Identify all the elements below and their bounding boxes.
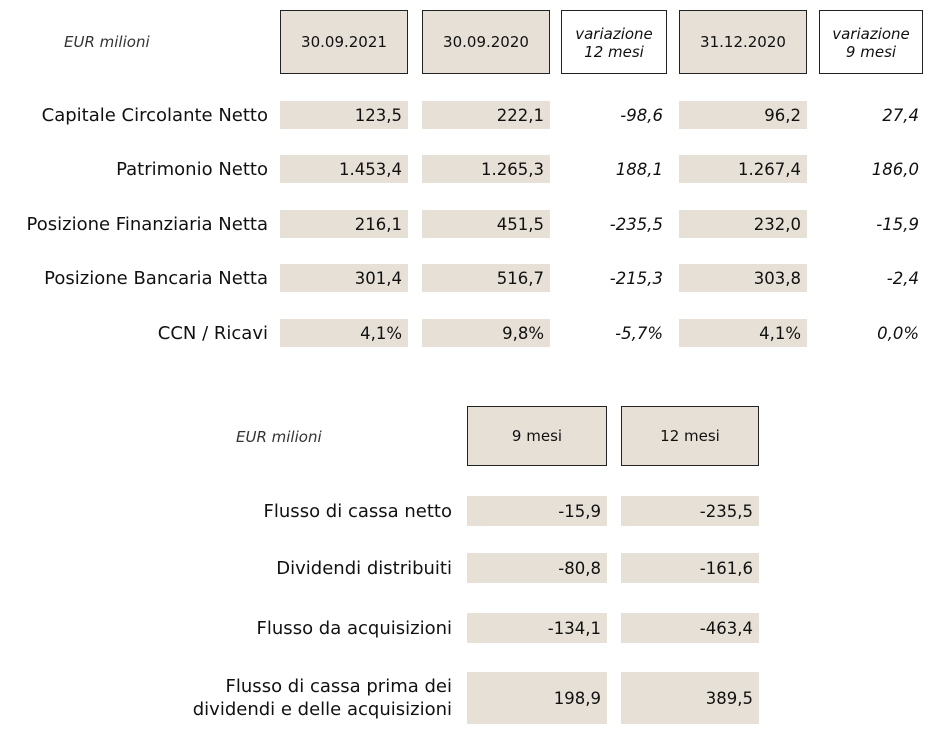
row-label-flusso-di-cassa-netto: Flusso di cassa netto <box>263 500 452 522</box>
cell: 451,5 <box>422 210 550 238</box>
cell: 303,8 <box>679 264 807 292</box>
cell: 389,5 <box>621 672 759 724</box>
cell-variazione-9: 0,0% <box>877 323 919 343</box>
row-label-posizione-bancaria-netta: Posizione Bancaria Netta <box>44 267 268 289</box>
cell: -161,6 <box>621 553 759 583</box>
table2-header-12-mesi: 12 mesi <box>621 406 759 466</box>
cell: 4,1% <box>679 319 807 347</box>
cell-variazione-12: -235,5 <box>609 214 663 234</box>
cell-variazione-12: 188,1 <box>615 159 663 179</box>
cell: -80,8 <box>467 553 607 583</box>
cell-variazione-12: -5,7% <box>615 323 663 343</box>
cell: 96,2 <box>679 101 807 129</box>
cell: 123,5 <box>280 101 408 129</box>
cell-variazione-9: -15,9 <box>876 214 919 234</box>
row-label-ccn-ricavi: CCN / Ricavi <box>157 322 268 344</box>
cell: 9,8% <box>422 319 550 347</box>
cell: 516,7 <box>422 264 550 292</box>
cell: 1.265,3 <box>422 155 550 183</box>
table1-header-30-09-2021: 30.09.2021 <box>280 10 408 74</box>
row-label-capitale-circolante-netto: Capitale Circolante Netto <box>41 104 268 126</box>
row-label-patrimonio-netto: Patrimonio Netto <box>116 158 268 180</box>
row-label-posizione-finanziaria-netta: Posizione Finanziaria Netta <box>26 213 268 235</box>
table1-header-30-09-2020: 30.09.2020 <box>422 10 550 74</box>
header-var12-line2: 12 mesi <box>584 42 644 61</box>
table1-header-31-12-2020: 31.12.2020 <box>679 10 807 74</box>
header-var9-line1: variazione <box>832 24 910 43</box>
header-var9-line2: 9 mesi <box>845 42 897 61</box>
cell: 222,1 <box>422 101 550 129</box>
cell: 1.453,4 <box>280 155 408 183</box>
cell: -463,4 <box>621 613 759 643</box>
cell-variazione-12: -98,6 <box>620 105 663 125</box>
cell: -235,5 <box>621 496 759 526</box>
row-label-line2: dividendi e delle acquisizioni <box>192 699 452 720</box>
row-label-flusso-da-acquisizioni: Flusso da acquisizioni <box>256 617 452 639</box>
cell: 198,9 <box>467 672 607 724</box>
table1-header-variazione-12-mesi <box>561 10 667 74</box>
cell: 301,4 <box>280 264 408 292</box>
cell: -134,1 <box>467 613 607 643</box>
table2-unit-label: EUR milioni <box>236 428 322 446</box>
cell-variazione-9: 27,4 <box>882 105 919 125</box>
row-label-flusso-prima-dividendi-acquisizioni <box>100 672 452 724</box>
table1-header-variazione-9-mesi <box>819 10 923 74</box>
cell: -15,9 <box>467 496 607 526</box>
cell: 216,1 <box>280 210 408 238</box>
table1-unit-label: EUR milioni <box>64 33 150 51</box>
cell-variazione-12: -215,3 <box>609 268 663 288</box>
cell-variazione-9: 186,0 <box>871 159 919 179</box>
cell: 4,1% <box>280 319 408 347</box>
row-label-dividendi-distribuiti: Dividendi distribuiti <box>276 557 452 579</box>
header-var12-line1: variazione <box>575 24 653 43</box>
cell: 1.267,4 <box>679 155 807 183</box>
table2-header-9-mesi: 9 mesi <box>467 406 607 466</box>
cell-variazione-9: -2,4 <box>886 268 919 288</box>
row-label-line1: Flusso di cassa prima dei <box>225 676 452 697</box>
cell: 232,0 <box>679 210 807 238</box>
